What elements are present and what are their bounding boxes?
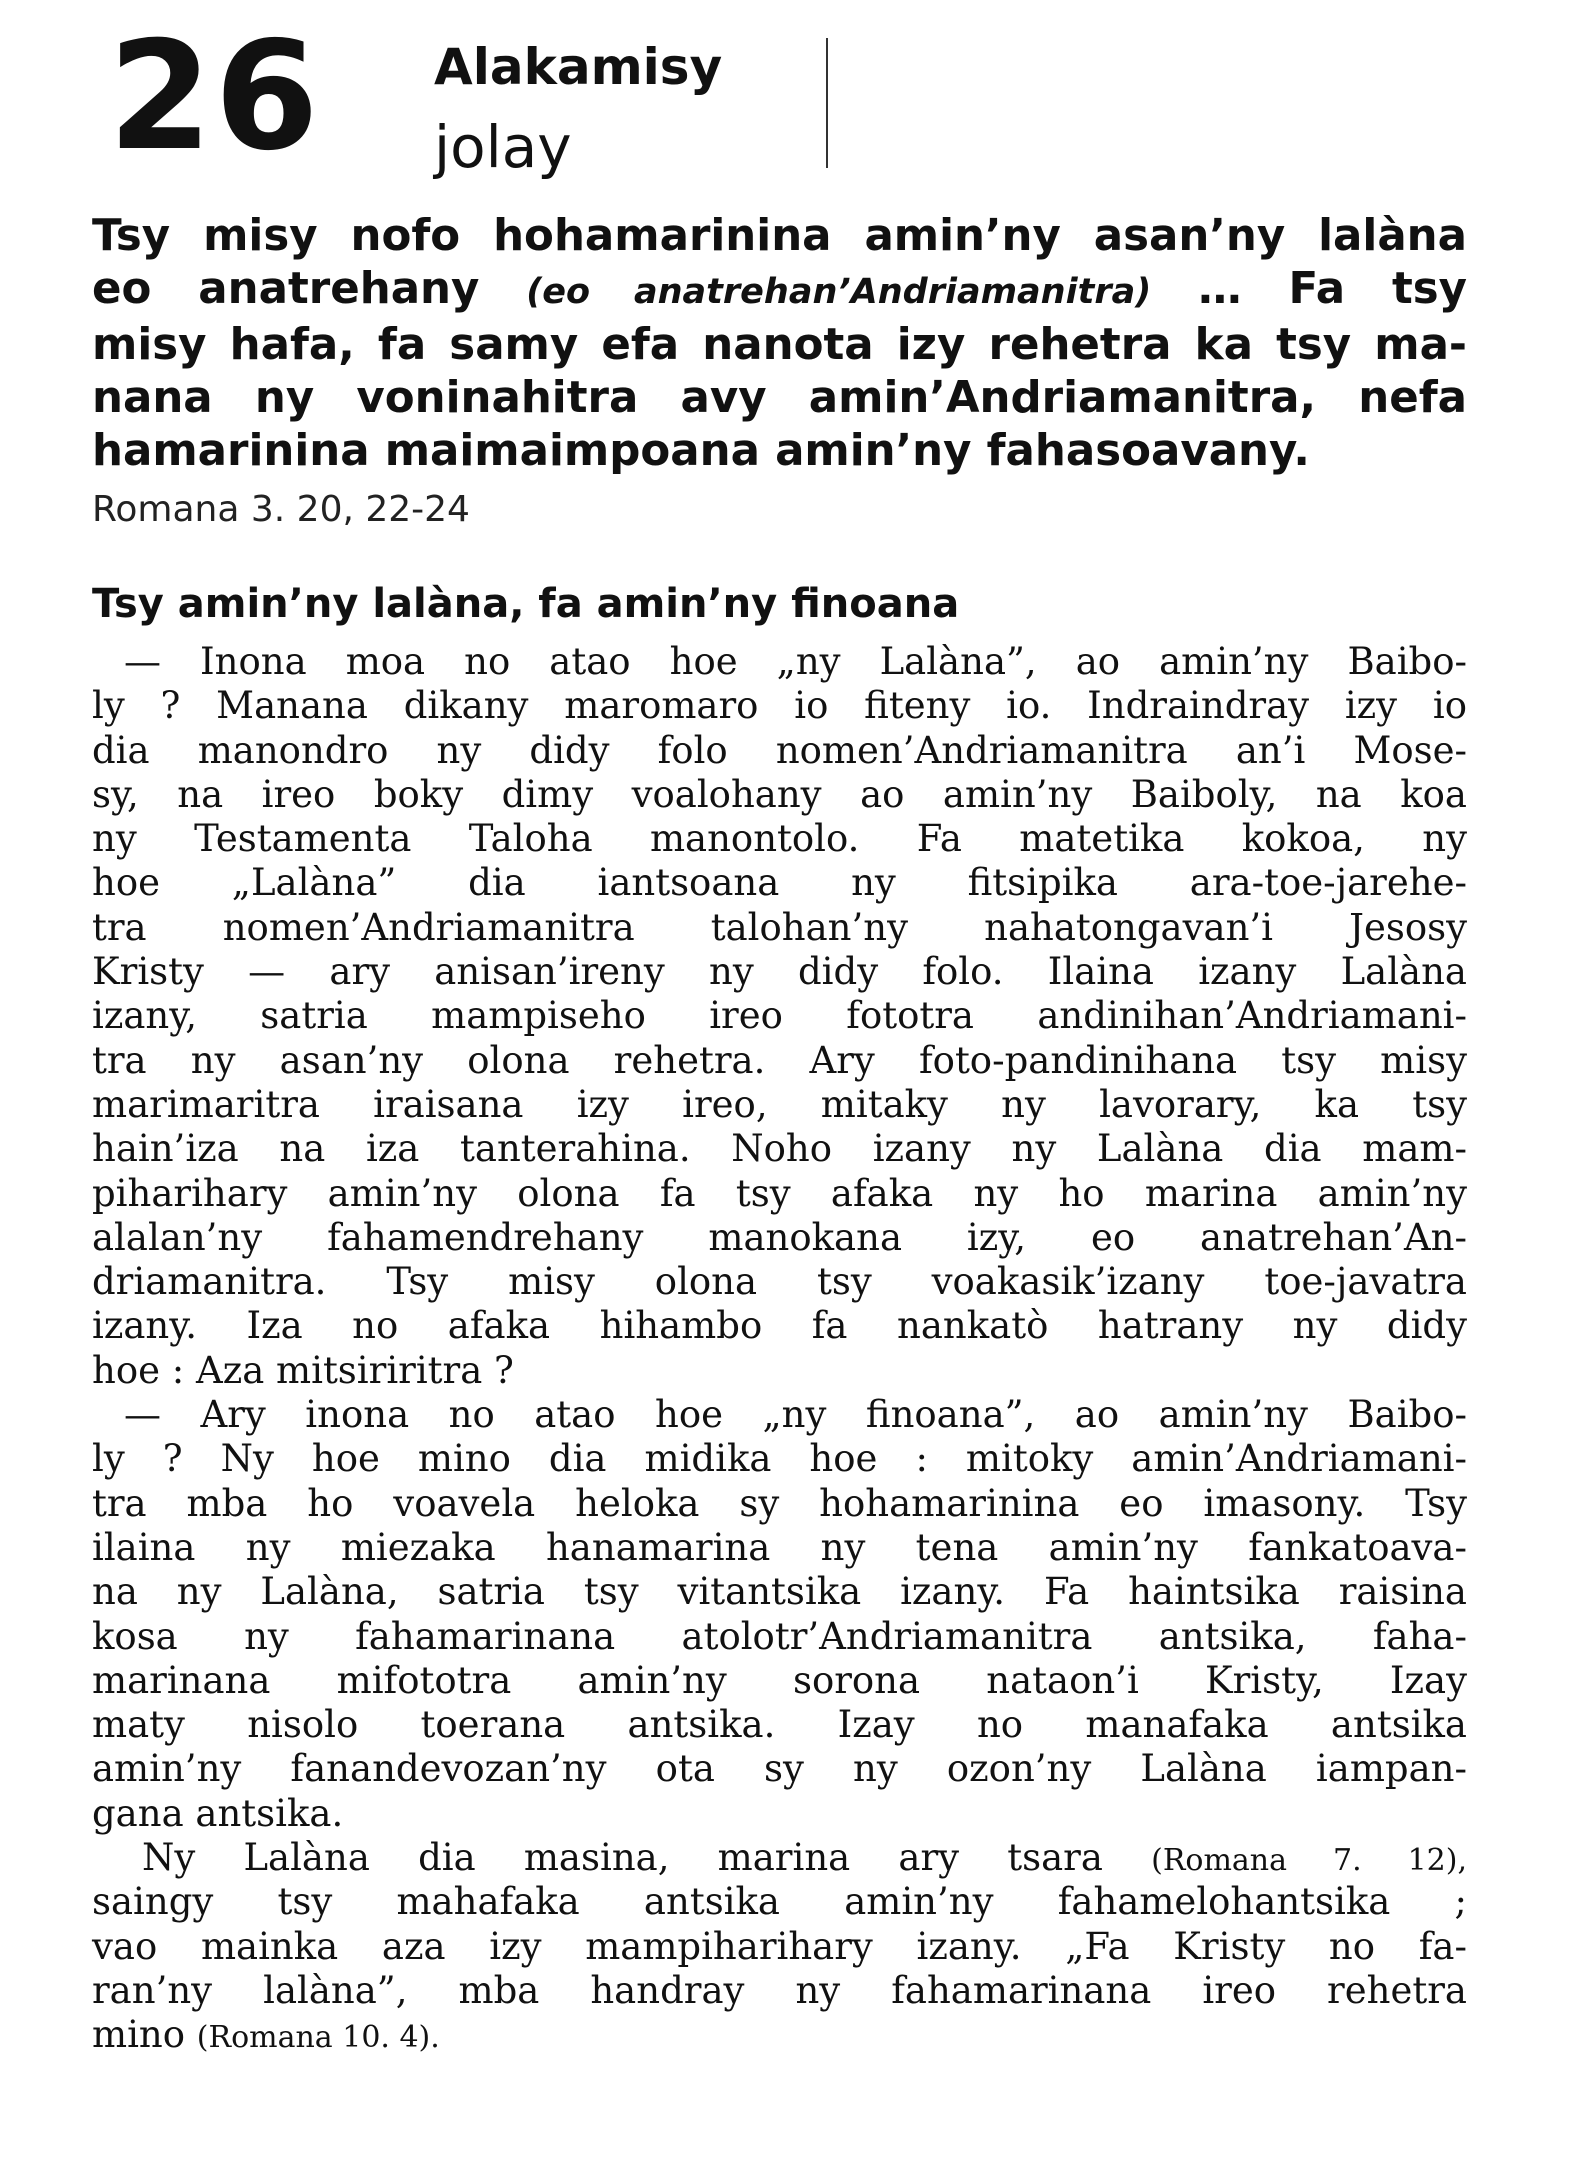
header-divider	[826, 38, 828, 168]
month: jolay	[434, 113, 572, 181]
body-line: tra mba ho voavela heloka sy hohamarinina eo imasony. Tsy	[92, 1481, 1467, 1525]
body-line: marimaritra iraisana izy ireo, mitaky ny lavorary, ka tsy	[92, 1082, 1467, 1126]
body-line: maty nisolo toerana antsika. Izay no manafaka antsika	[92, 1703, 1467, 1747]
verse-line: nana ny voninahitra avy amin’Andriamanitra, nefa	[92, 373, 1467, 423]
body-line: — Inona moa no atao hoe „ny Lalàna”, ao amin’ny Baibo-	[124, 640, 1467, 683]
body-line: piharihary amin’ny olona fa tsy afaka ny ho marina amin’ny	[92, 1171, 1467, 1215]
body-line: sy, na ireo boky dimy voalohany ao amin’ny Baiboly, na koa	[92, 772, 1467, 816]
body-line: marinana mifototra amin’ny sorona nataon’i Kristy, Izay	[92, 1658, 1467, 1702]
verse-line: Tsy misy nofo hohamarinina amin’ny asan’ny lalàna	[92, 211, 1467, 261]
verse-reference: Romana 3. 20, 22-24	[92, 489, 470, 530]
body-line: hoe : Aza mitsiriritra ?	[92, 1348, 514, 1392]
body-line: ly ? Manana dikany maromaro io fiteny io. Indraindray izy io	[92, 684, 1467, 728]
body-line: hain’iza na iza tanterahina. Noho izany ny Lalàna dia mam-	[92, 1127, 1467, 1171]
body-line: vao mainka aza izy mampiharihary izany. „Fa Kristy no fa-	[92, 1924, 1467, 1968]
weekday: Alakamisy	[434, 38, 723, 96]
body-line: Kristy — ary anisan’ireny ny didy folo. Ilaina izany Lalàna	[92, 950, 1467, 994]
verse-note: (eo anatrehan’Andriamanitra)	[526, 272, 1152, 312]
verse-line: misy hafa, fa samy efa nanota izy rehetra ka tsy ma-	[92, 320, 1467, 370]
verse-line: hamarinina maimaimpoana amin’ny fahasoavany.	[92, 426, 1310, 476]
bible-verse	[92, 210, 1467, 478]
section-title: Tsy amin’ny lalàna, fa amin’ny finoana	[92, 581, 960, 627]
day-number: 26	[108, 10, 321, 184]
body-line: tra ny asan’ny olona rehetra. Ary foto-pandinihana tsy misy	[92, 1038, 1467, 1082]
body-line: izany. Iza no afaka hihambo fa nankatò hatrany ny didy	[92, 1304, 1467, 1348]
body-line: dia manondro ny didy folo nomen’Andriamanitra an’i Mose-	[92, 728, 1467, 772]
body-line: kosa ny fahamarinana atolotr’Andriamanitra antsika, faha-	[92, 1614, 1467, 1658]
body-line: ran’ny lalàna”, mba handray ny fahamarinana ireo rehetra	[92, 1968, 1467, 2012]
body-line: Ny Lalàna dia masina, marina ary tsara (Romana 7. 12),	[142, 1836, 1467, 1880]
body-line: mino (Romana 10. 4).	[92, 2013, 440, 2057]
body-line: saingy tsy mahafaka antsika amin’ny fahamelohantsika ;	[92, 1880, 1467, 1924]
body-line: tra nomen’Andriamanitra talohan’ny nahatongavan’i Jesosy	[92, 905, 1467, 949]
body-text	[92, 640, 1467, 2058]
body-line: ilaina ny miezaka hanamarina ny tena amin’ny fankatoava-	[92, 1525, 1467, 1569]
scripture-reference: (Romana 10. 4).	[196, 2020, 440, 2056]
body-line: na ny Lalàna, satria tsy vitantsika izany. Fa haintsika raisina	[92, 1570, 1467, 1614]
body-line: hoe „Lalàna” dia iantsoana ny fitsipika ara-toe-jarehe-	[92, 861, 1467, 905]
body-line: gana antsika.	[92, 1791, 344, 1835]
verse-line: eo anatrehany (eo anatrehan’Andriamanitra) … Fa tsy	[92, 264, 1468, 314]
body-line: alalan’ny fahamendrehany manokana izy, eo anatrehan’An-	[92, 1215, 1467, 1259]
body-line: ny Testamenta Taloha manontolo. Fa matetika kokoa, ny	[92, 817, 1467, 861]
body-line: driamanitra. Tsy misy olona tsy voakasik’izany toe-javatra	[92, 1260, 1467, 1304]
scripture-reference: (Romana 7. 12),	[1151, 1843, 1467, 1879]
body-line: — Ary inona no atao hoe „ny finoana”, ao amin’ny Baibo-	[124, 1393, 1467, 1437]
body-line: amin’ny fanandevozan’ny ota sy ny ozon’ny Lalàna iampan-	[92, 1747, 1467, 1791]
body-line: izany, satria mampiseho ireo fototra andinihan’Andriamani-	[92, 994, 1467, 1038]
body-line: ly ? Ny hoe mino dia midika hoe : mitoky amin’Andriamani-	[92, 1437, 1467, 1481]
